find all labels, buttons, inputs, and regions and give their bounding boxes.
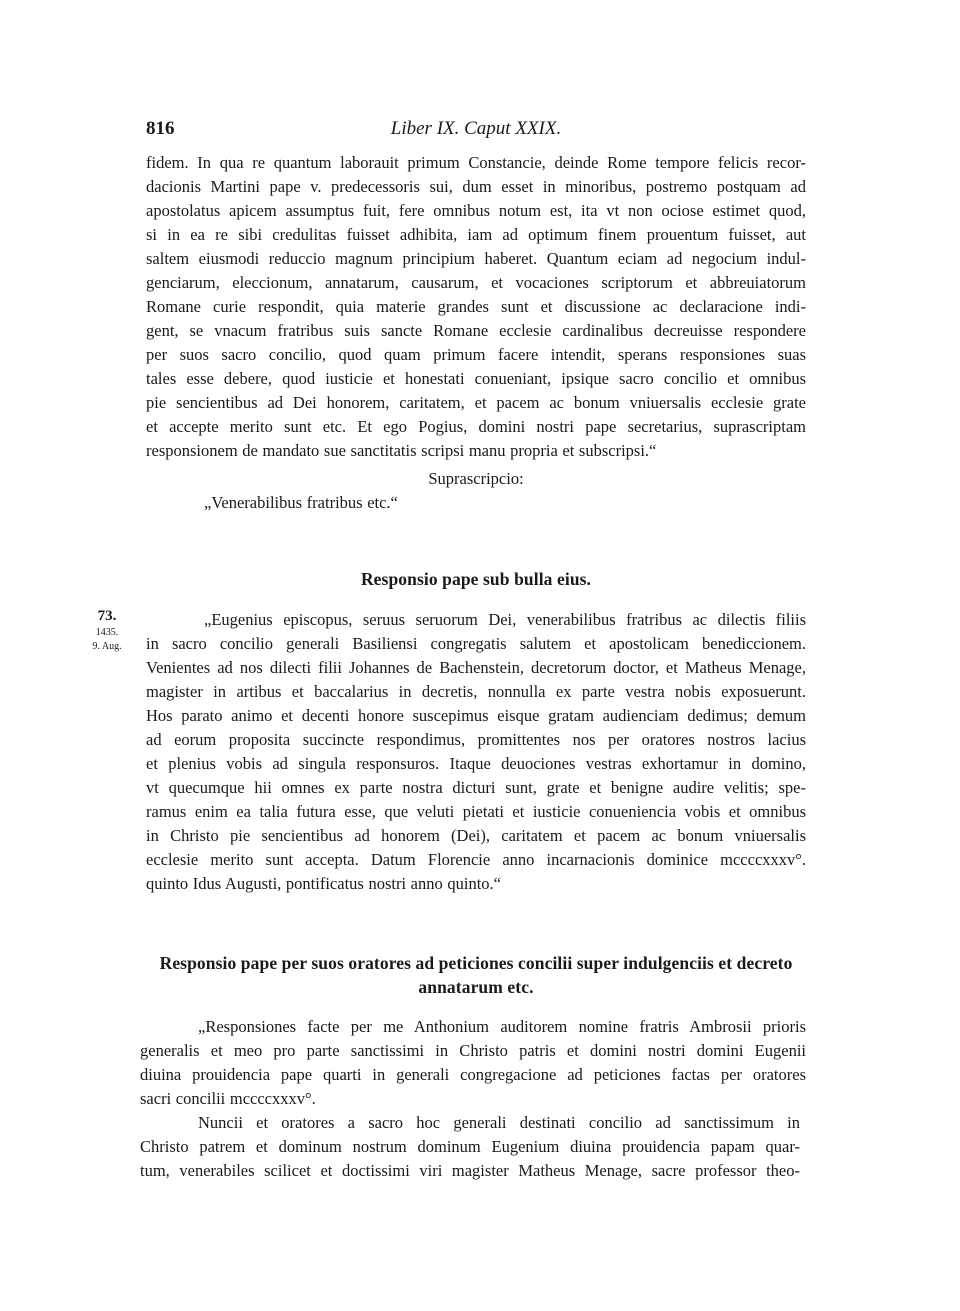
text-line: dacionis Martini pape v. predecessoris sui, dum esset in minoribus, postremo postquam ad: [146, 177, 806, 196]
text-line: tales esse debere, quod iusticie et honestati conueniant, ipsique sacro concilio et omnibus: [146, 369, 806, 388]
superscription-label: Suprascripcio:: [428, 469, 524, 488]
section-3-heading-line-2: annatarum etc.: [418, 977, 534, 997]
text-line: ad eorum proposita succincte respondimus, promittentes nos per oratores nostros lacius: [146, 730, 806, 749]
text-line: in Christo pie sencientibus ad honorem (Dei), caritatem et pacem ac bonum vniuersalis: [146, 826, 806, 845]
text-line: in sacro concilio generali Basiliensi congregatis salutem et apostolicam benediccionem.: [146, 634, 806, 653]
margin-date: 9. Aug.: [92, 641, 122, 652]
section-1-text: [146, 151, 806, 463]
text-line: Venientes ad nos dilecti filii Johannes de Bachenstein, decretorum doctor, et Matheus Menage,: [146, 658, 806, 677]
margin-document-number: 73.: [97, 608, 117, 624]
text-line: Nuncii et oratores a sacro hoc generali destinati concilio ad sanctissimum in: [198, 1113, 800, 1132]
running-head: [146, 118, 806, 144]
text-line: ecclesie merito sunt accepta. Datum Florencie anno incarnacionis dominice mccccxxxv°.: [146, 850, 806, 869]
text-line: responsionem de mandato sue sanctitatis scripsi manu propria et subscripsi.“: [146, 441, 657, 460]
section-3-paragraph-2: [140, 1111, 800, 1183]
text-line: generalis et meo pro parte sanctissimi in Christo patris et domini nostri domini Eugenii: [140, 1041, 806, 1060]
text-line: „Eugenius episcopus, seruus seruorum Dei, venerabilibus fratribus ac dilectis filiis: [204, 610, 806, 629]
text-line: Romane curie respondit, quia materie grandes sunt et discussione ac declaracione indi-: [146, 297, 806, 316]
text-line: vt quecumque hii omnes ex parte nostra dicturi sunt, grate et benigne audire velitis; spe-: [146, 778, 806, 797]
section-2-text: [146, 608, 806, 896]
text-line: pie sencientibus ad Dei honorem, caritatem, et pacem ac bonum vniuersalis ecclesie grate: [146, 393, 806, 412]
text-line: per suos sacro concilio, quod quam primum facere intendit, sperans responsiones suas: [146, 345, 806, 364]
superscription-block: [146, 491, 806, 515]
running-title: Liber IX. Caput XXIX.: [390, 118, 562, 139]
text-line: sacri concilii mccccxxxv°.: [140, 1089, 316, 1108]
text-line: „Responsiones facte per me Anthonium auditorem nomine fratris Ambrosii prioris: [198, 1017, 806, 1036]
section-3-heading: [140, 951, 812, 999]
text-line: genciarum, eleccionum, annatarum, causarum, et vocaciones scriptorum et abbreuiatorum: [146, 273, 806, 292]
text-line: ramus enim ea talia futura esse, que veluti pietati et iusticie conueniencia vobis et omnibus: [146, 802, 806, 821]
text-line: magister in artibus et baccalarius in decretis, nonnulla ex parte vestra nobis exposuerunt.: [146, 682, 806, 701]
section-3-paragraph-1: [140, 1015, 806, 1111]
text-line: gent, se vnacum fratribus suis sancte Romane ecclesie cardinalibus decreuisse respondere: [146, 321, 806, 340]
text-line: saltem eiusmodi reduccio magnum principium haberet. Quantum eciam ad negocium indul-: [146, 249, 806, 268]
text-line: apostolatus apicem assumptus fuit, fere omnibus notum est, ita vt non ociose estimet quod,: [146, 201, 806, 220]
text-line: et accepte merito sunt etc. Et ego Pogius, domini nostri pape secretarius, suprascriptam: [146, 417, 806, 436]
text-line: et plenius vobis ad singula responsuros. Itaque deuociones vestras exhortamur in domino,: [146, 754, 806, 773]
page-number: 816: [146, 118, 175, 139]
text-line: si in ea re sibi credulitas fuisset adhibita, iam ad optimum finem prouentum fuisset, aut: [146, 225, 806, 244]
text-line: Hos parato animo et decenti honore suscepimus eisque gratam audienciam dedimus; demum: [146, 706, 806, 725]
text-line: fidem. In qua re quantum laborauit primum Constancie, deinde Rome tempore felicis recor-: [146, 153, 806, 172]
superscription-text: „Venerabilibus fratribus etc.“: [204, 493, 398, 512]
section-2-heading: Responsio pape sub bulla eius.: [360, 569, 592, 589]
text-line: quinto Idus Augusti, pontificatus nostri anno quinto.“: [146, 874, 501, 893]
text-line: tum, venerabiles scilicet et doctissimi viri magister Matheus Menage, sacre professor theo-: [140, 1161, 800, 1180]
margin-year: 1435.: [95, 627, 119, 638]
text-line: Christo patrem et dominum nostrum dominum Eugenium diuina prouidencia papam quar-: [140, 1137, 800, 1156]
section-3-heading-line-1: Responsio pape per suos oratores ad peticiones concilii super indulgenciis et decreto: [159, 953, 793, 973]
margin-note: [82, 606, 132, 654]
text-line: diuina prouidencia pape quarti in generali congregacione ad peticiones factas per oratores: [140, 1065, 806, 1084]
